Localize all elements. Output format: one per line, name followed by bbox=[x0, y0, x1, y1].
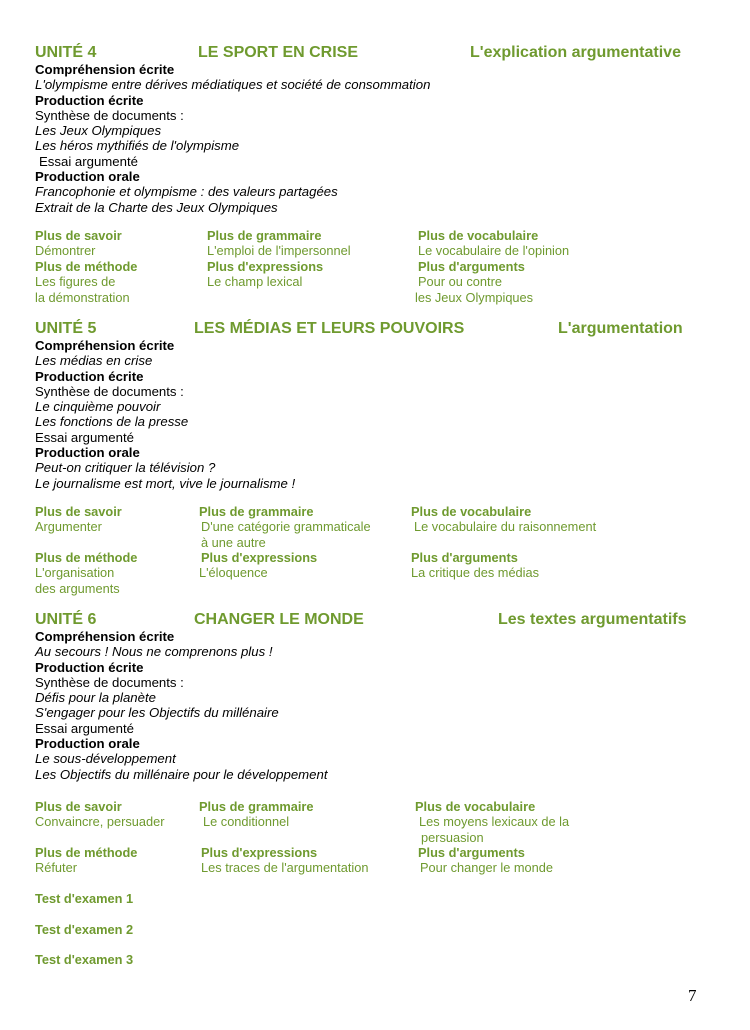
production-orale-label: Production orale bbox=[35, 169, 140, 185]
synthese-label: Synthèse de documents : bbox=[35, 383, 184, 399]
plus-expressions-label: Plus d'expressions bbox=[207, 259, 324, 274]
plus-grammaire-label: Plus de grammaire bbox=[207, 228, 322, 243]
plus-methode-block bbox=[35, 845, 137, 876]
synthese-label: Synthèse de documents : bbox=[35, 674, 184, 690]
plus-methode-item: la démonstration bbox=[35, 289, 130, 305]
plus-grammaire-label: Plus de grammaire bbox=[199, 799, 314, 814]
plus-grammaire-block bbox=[199, 799, 314, 830]
essai-label: Essai argumenté bbox=[35, 429, 134, 445]
plus-vocabulaire-label: Plus de vocabulaire bbox=[415, 799, 536, 814]
plus-grammaire-block bbox=[207, 228, 351, 259]
plus-vocabulaire-item: Le vocabulaire de l'opinion bbox=[418, 243, 570, 259]
page-number: 7 bbox=[688, 986, 697, 1005]
plus-grammaire-item: L'emploi de l'impersonnel bbox=[207, 243, 351, 259]
plus-savoir-label: Plus de savoir bbox=[35, 504, 122, 519]
production-ecrite-label: Production écrite bbox=[35, 92, 144, 108]
plus-methode-label: Plus de méthode bbox=[35, 259, 138, 274]
comprehension-ecrite-label: Compréhension écrite bbox=[35, 629, 175, 644]
plus-savoir-item: Convaincre, persuader bbox=[35, 814, 165, 830]
po-item: Francophonie et olympisme : des valeurs partagées bbox=[35, 184, 338, 200]
plus-savoir-label: Plus de savoir bbox=[35, 799, 122, 814]
po-item: Les Objectifs du millénaire pour le développement bbox=[35, 766, 328, 782]
plus-vocabulaire-item: persuasion bbox=[421, 829, 484, 845]
unit-number: UNITÉ 6 bbox=[35, 611, 97, 628]
test-examen-2: Test d'examen 2 bbox=[35, 922, 134, 937]
plus-grammaire-item: à une autre bbox=[201, 534, 266, 550]
plus-savoir-label: Plus de savoir bbox=[35, 228, 122, 243]
plus-grammaire-item: D'une catégorie grammaticale bbox=[201, 519, 371, 535]
po-item: Le journalisme est mort, vive le journalisme ! bbox=[35, 475, 296, 491]
plus-savoir-block bbox=[35, 799, 164, 830]
production-ecrite-label: Production écrite bbox=[35, 659, 144, 675]
unit-content bbox=[35, 62, 430, 215]
ce-item: Au secours ! Nous ne comprenons plus ! bbox=[35, 644, 273, 660]
unit-content bbox=[35, 629, 328, 782]
unit-title: LE SPORT EN CRISE bbox=[198, 44, 359, 61]
plus-savoir-item: Argumenter bbox=[35, 519, 102, 535]
production-orale-label: Production orale bbox=[35, 736, 140, 752]
plus-expressions-item: Le champ lexical bbox=[207, 274, 303, 290]
test-examen-1: Test d'examen 1 bbox=[35, 891, 134, 906]
po-item: Le sous-développement bbox=[35, 751, 176, 767]
ce-item: L'olympisme entre dérives médiatiques et société de consommation bbox=[35, 77, 431, 93]
unit-type: L'argumentation bbox=[558, 320, 683, 337]
unit-type: L'explication argumentative bbox=[470, 44, 681, 61]
plus-vocabulaire-block bbox=[415, 799, 569, 845]
plus-methode-label: Plus de méthode bbox=[35, 550, 138, 565]
test-examen-3: Test d'examen 3 bbox=[35, 952, 134, 967]
plus-grammaire-label: Plus de grammaire bbox=[199, 504, 314, 519]
plus-expressions-label: Plus d'expressions bbox=[201, 550, 318, 565]
plus-arguments-block bbox=[418, 845, 553, 876]
ce-item: Les médias en crise bbox=[35, 353, 153, 369]
plus-methode-item: Réfuter bbox=[35, 860, 77, 876]
plus-methode-block bbox=[35, 259, 137, 305]
unit-content bbox=[35, 338, 295, 491]
plus-grammaire-block bbox=[199, 504, 371, 550]
plus-methode-item: L'organisation bbox=[35, 565, 115, 581]
synthese-label: Synthèse de documents : bbox=[35, 107, 184, 123]
unit-number: UNITÉ 4 bbox=[35, 44, 97, 61]
plus-vocabulaire-item: Le vocabulaire du raisonnement bbox=[414, 519, 597, 535]
plus-vocabulaire-label: Plus de vocabulaire bbox=[418, 228, 539, 243]
synthese-item: S'engager pour les Objectifs du millénaire bbox=[35, 705, 279, 721]
plus-arguments-label: Plus d'arguments bbox=[418, 259, 525, 274]
plus-arguments-label: Plus d'arguments bbox=[418, 845, 525, 860]
plus-expressions-item: Les traces de l'argumentation bbox=[201, 860, 369, 876]
plus-arguments-label: Plus d'arguments bbox=[411, 550, 518, 565]
plus-grammaire-item: Le conditionnel bbox=[203, 814, 290, 830]
plus-vocabulaire-block bbox=[411, 504, 596, 535]
plus-vocabulaire-label: Plus de vocabulaire bbox=[411, 504, 532, 519]
plus-expressions-block bbox=[207, 259, 323, 290]
plus-arguments-item: La critique des médias bbox=[411, 565, 540, 581]
plus-expressions-block bbox=[199, 550, 317, 581]
plus-savoir-block bbox=[35, 228, 122, 259]
plus-arguments-item: les Jeux Olympiques bbox=[415, 289, 534, 305]
synthese-item: Le cinquième pouvoir bbox=[35, 399, 161, 415]
po-item: Peut-on critiquer la télévision ? bbox=[35, 460, 216, 476]
synthese-item: Les Jeux Olympiques bbox=[35, 123, 162, 139]
plus-arguments-item: Pour ou contre bbox=[418, 274, 502, 290]
plus-methode-label: Plus de méthode bbox=[35, 845, 138, 860]
plus-arguments-block bbox=[411, 550, 539, 581]
plus-expressions-label: Plus d'expressions bbox=[201, 845, 318, 860]
plus-expressions-item: L'éloquence bbox=[199, 565, 268, 581]
synthese-item: Défis pour la planète bbox=[35, 690, 156, 706]
plus-methode-item: des arguments bbox=[35, 580, 120, 596]
unit-title: CHANGER LE MONDE bbox=[194, 611, 364, 628]
plus-vocabulaire-item: Les moyens lexicaux de la bbox=[419, 814, 570, 830]
synthese-item: Les fonctions de la presse bbox=[35, 414, 189, 430]
comprehension-ecrite-label: Compréhension écrite bbox=[35, 338, 175, 353]
plus-savoir-block bbox=[35, 504, 122, 535]
comprehension-ecrite-label: Compréhension écrite bbox=[35, 62, 175, 77]
po-item: Extrait de la Charte des Jeux Olympiques bbox=[35, 199, 278, 215]
plus-vocabulaire-block bbox=[418, 228, 569, 259]
essai-label: Essai argumenté bbox=[35, 720, 134, 736]
unit-type: Les textes argumentatifs bbox=[498, 611, 687, 628]
plus-methode-block bbox=[35, 550, 137, 596]
plus-expressions-block bbox=[201, 845, 368, 876]
synthese-item: Les héros mythifiés de l'olympisme bbox=[35, 138, 240, 154]
production-ecrite-label: Production écrite bbox=[35, 368, 144, 384]
production-orale-label: Production orale bbox=[35, 445, 140, 461]
plus-savoir-item: Démontrer bbox=[35, 243, 96, 259]
unit-title: LES MÉDIAS ET LEURS POUVOIRS bbox=[194, 320, 465, 337]
plus-methode-item: Les figures de bbox=[35, 274, 116, 290]
unit-number: UNITÉ 5 bbox=[35, 320, 97, 337]
plus-arguments-item: Pour changer le monde bbox=[420, 860, 554, 876]
essai-label: Essai argumenté bbox=[39, 153, 138, 169]
plus-arguments-block bbox=[415, 259, 533, 305]
